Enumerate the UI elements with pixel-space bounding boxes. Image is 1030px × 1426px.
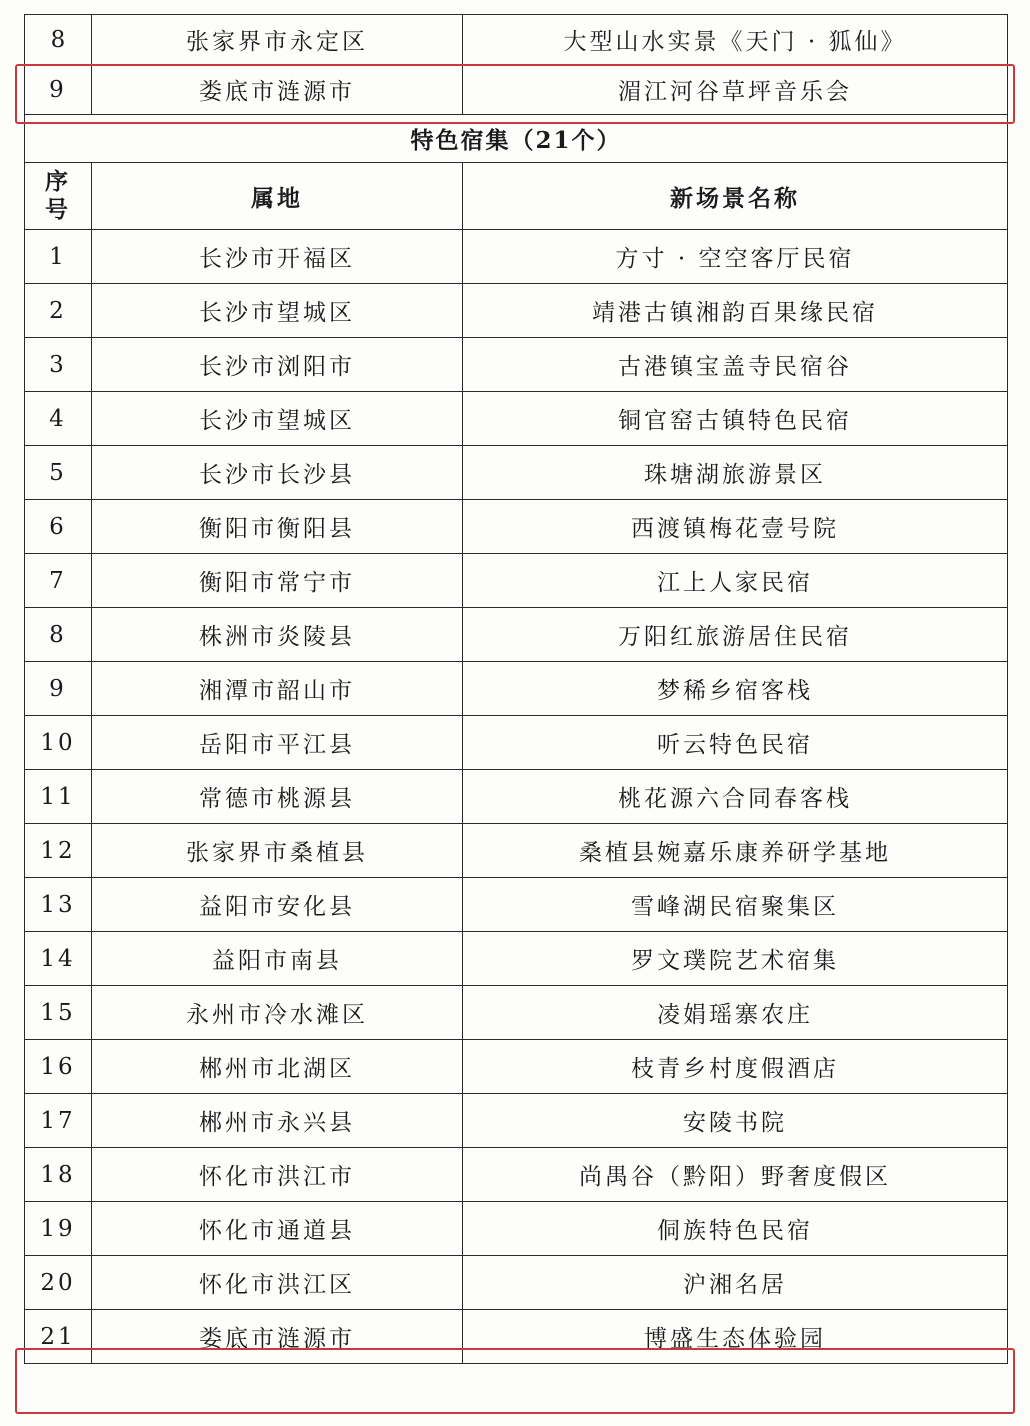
row-number: 8 <box>25 608 92 662</box>
row-number: 2 <box>25 284 92 338</box>
row-location: 益阳市南县 <box>92 932 463 986</box>
table-row <box>25 1040 1008 1094</box>
table-row <box>25 230 1008 284</box>
header-location: 属地 <box>92 163 463 230</box>
section-title: 特色宿集（21个） <box>25 115 1008 163</box>
row-scene-name: 安陵书院 <box>463 1094 1008 1148</box>
table-row <box>25 1256 1008 1310</box>
table-row <box>25 770 1008 824</box>
row-scene-name: 听云特色民宿 <box>463 716 1008 770</box>
header-number <box>25 163 92 230</box>
row-number: 4 <box>25 392 92 446</box>
row-location: 郴州市北湖区 <box>92 1040 463 1094</box>
row-number: 15 <box>25 986 92 1040</box>
header-number-line2: 号 <box>45 196 71 223</box>
section-row <box>25 115 1008 163</box>
table-row <box>25 500 1008 554</box>
row-scene-name: 古港镇宝盖寺民宿谷 <box>463 338 1008 392</box>
row-scene-name: 江上人家民宿 <box>463 554 1008 608</box>
row-number: 8 <box>25 15 92 65</box>
row-number: 18 <box>25 1148 92 1202</box>
row-scene-name: 西渡镇梅花壹号院 <box>463 500 1008 554</box>
row-scene-name: 罗文璞院艺术宿集 <box>463 932 1008 986</box>
row-scene-name: 方寸 · 空空客厅民宿 <box>463 230 1008 284</box>
row-location: 怀化市通道县 <box>92 1202 463 1256</box>
table-row <box>25 446 1008 500</box>
row-location: 长沙市浏阳市 <box>92 338 463 392</box>
row-scene-name: 雪峰湖民宿聚集区 <box>463 878 1008 932</box>
table-row <box>25 65 1008 115</box>
table-row <box>25 1202 1008 1256</box>
table-row <box>25 878 1008 932</box>
row-location: 张家界市永定区 <box>92 15 463 65</box>
row-number: 3 <box>25 338 92 392</box>
row-scene-name: 万阳红旅游居住民宿 <box>463 608 1008 662</box>
table-row <box>25 608 1008 662</box>
document-page <box>24 14 1004 1364</box>
row-number: 13 <box>25 878 92 932</box>
table-row <box>25 824 1008 878</box>
row-location: 长沙市望城区 <box>92 284 463 338</box>
row-number: 14 <box>25 932 92 986</box>
row-number: 7 <box>25 554 92 608</box>
table-row <box>25 1094 1008 1148</box>
table-row <box>25 986 1008 1040</box>
header-scene-name: 新场景名称 <box>463 163 1008 230</box>
table-row <box>25 932 1008 986</box>
row-location: 衡阳市衡阳县 <box>92 500 463 554</box>
table-row <box>25 338 1008 392</box>
row-number: 9 <box>25 65 92 115</box>
table-row <box>25 392 1008 446</box>
table-row <box>25 554 1008 608</box>
row-location: 岳阳市平江县 <box>92 716 463 770</box>
row-scene-name: 梦稀乡宿客栈 <box>463 662 1008 716</box>
row-number: 1 <box>25 230 92 284</box>
row-number: 17 <box>25 1094 92 1148</box>
row-location: 怀化市洪江区 <box>92 1256 463 1310</box>
row-location: 永州市冷水滩区 <box>92 986 463 1040</box>
row-number: 10 <box>25 716 92 770</box>
header-row <box>25 163 1008 230</box>
row-scene-name: 桑植县婉嘉乐康养研学基地 <box>463 824 1008 878</box>
row-location: 长沙市长沙县 <box>92 446 463 500</box>
row-scene-name: 铜官窑古镇特色民宿 <box>463 392 1008 446</box>
row-location: 娄底市涟源市 <box>92 1310 463 1364</box>
row-number: 16 <box>25 1040 92 1094</box>
row-location: 张家界市桑植县 <box>92 824 463 878</box>
row-location: 长沙市望城区 <box>92 392 463 446</box>
row-location: 娄底市涟源市 <box>92 65 463 115</box>
row-location: 长沙市开福区 <box>92 230 463 284</box>
row-location: 怀化市洪江市 <box>92 1148 463 1202</box>
row-location: 常德市桃源县 <box>92 770 463 824</box>
header-number-line1: 序 <box>45 168 71 195</box>
table-row <box>25 15 1008 65</box>
row-scene-name: 桃花源六合同春客栈 <box>463 770 1008 824</box>
scenes-table <box>24 14 1008 1364</box>
row-scene-name: 博盛生态体验园 <box>463 1310 1008 1364</box>
table-row <box>25 1310 1008 1364</box>
table-row <box>25 662 1008 716</box>
row-location: 郴州市永兴县 <box>92 1094 463 1148</box>
row-scene-name: 尚禺谷（黔阳）野奢度假区 <box>463 1148 1008 1202</box>
row-scene-name: 珠塘湖旅游景区 <box>463 446 1008 500</box>
table-row <box>25 1148 1008 1202</box>
row-scene-name: 侗族特色民宿 <box>463 1202 1008 1256</box>
row-scene-name: 凌娟瑶寨农庄 <box>463 986 1008 1040</box>
row-number: 21 <box>25 1310 92 1364</box>
table-row <box>25 716 1008 770</box>
row-scene-name: 大型山水实景《天门 · 狐仙》 <box>463 15 1008 65</box>
table-row <box>25 284 1008 338</box>
row-location: 益阳市安化县 <box>92 878 463 932</box>
row-scene-name: 靖港古镇湘韵百果缘民宿 <box>463 284 1008 338</box>
row-number: 12 <box>25 824 92 878</box>
row-number: 19 <box>25 1202 92 1256</box>
row-scene-name: 湄江河谷草坪音乐会 <box>463 65 1008 115</box>
row-number: 20 <box>25 1256 92 1310</box>
row-location: 湘潭市韶山市 <box>92 662 463 716</box>
row-location: 衡阳市常宁市 <box>92 554 463 608</box>
row-location: 株洲市炎陵县 <box>92 608 463 662</box>
row-number: 6 <box>25 500 92 554</box>
row-scene-name: 枝青乡村度假酒店 <box>463 1040 1008 1094</box>
row-scene-name: 沪湘名居 <box>463 1256 1008 1310</box>
row-number: 5 <box>25 446 92 500</box>
row-number: 9 <box>25 662 92 716</box>
row-number: 11 <box>25 770 92 824</box>
